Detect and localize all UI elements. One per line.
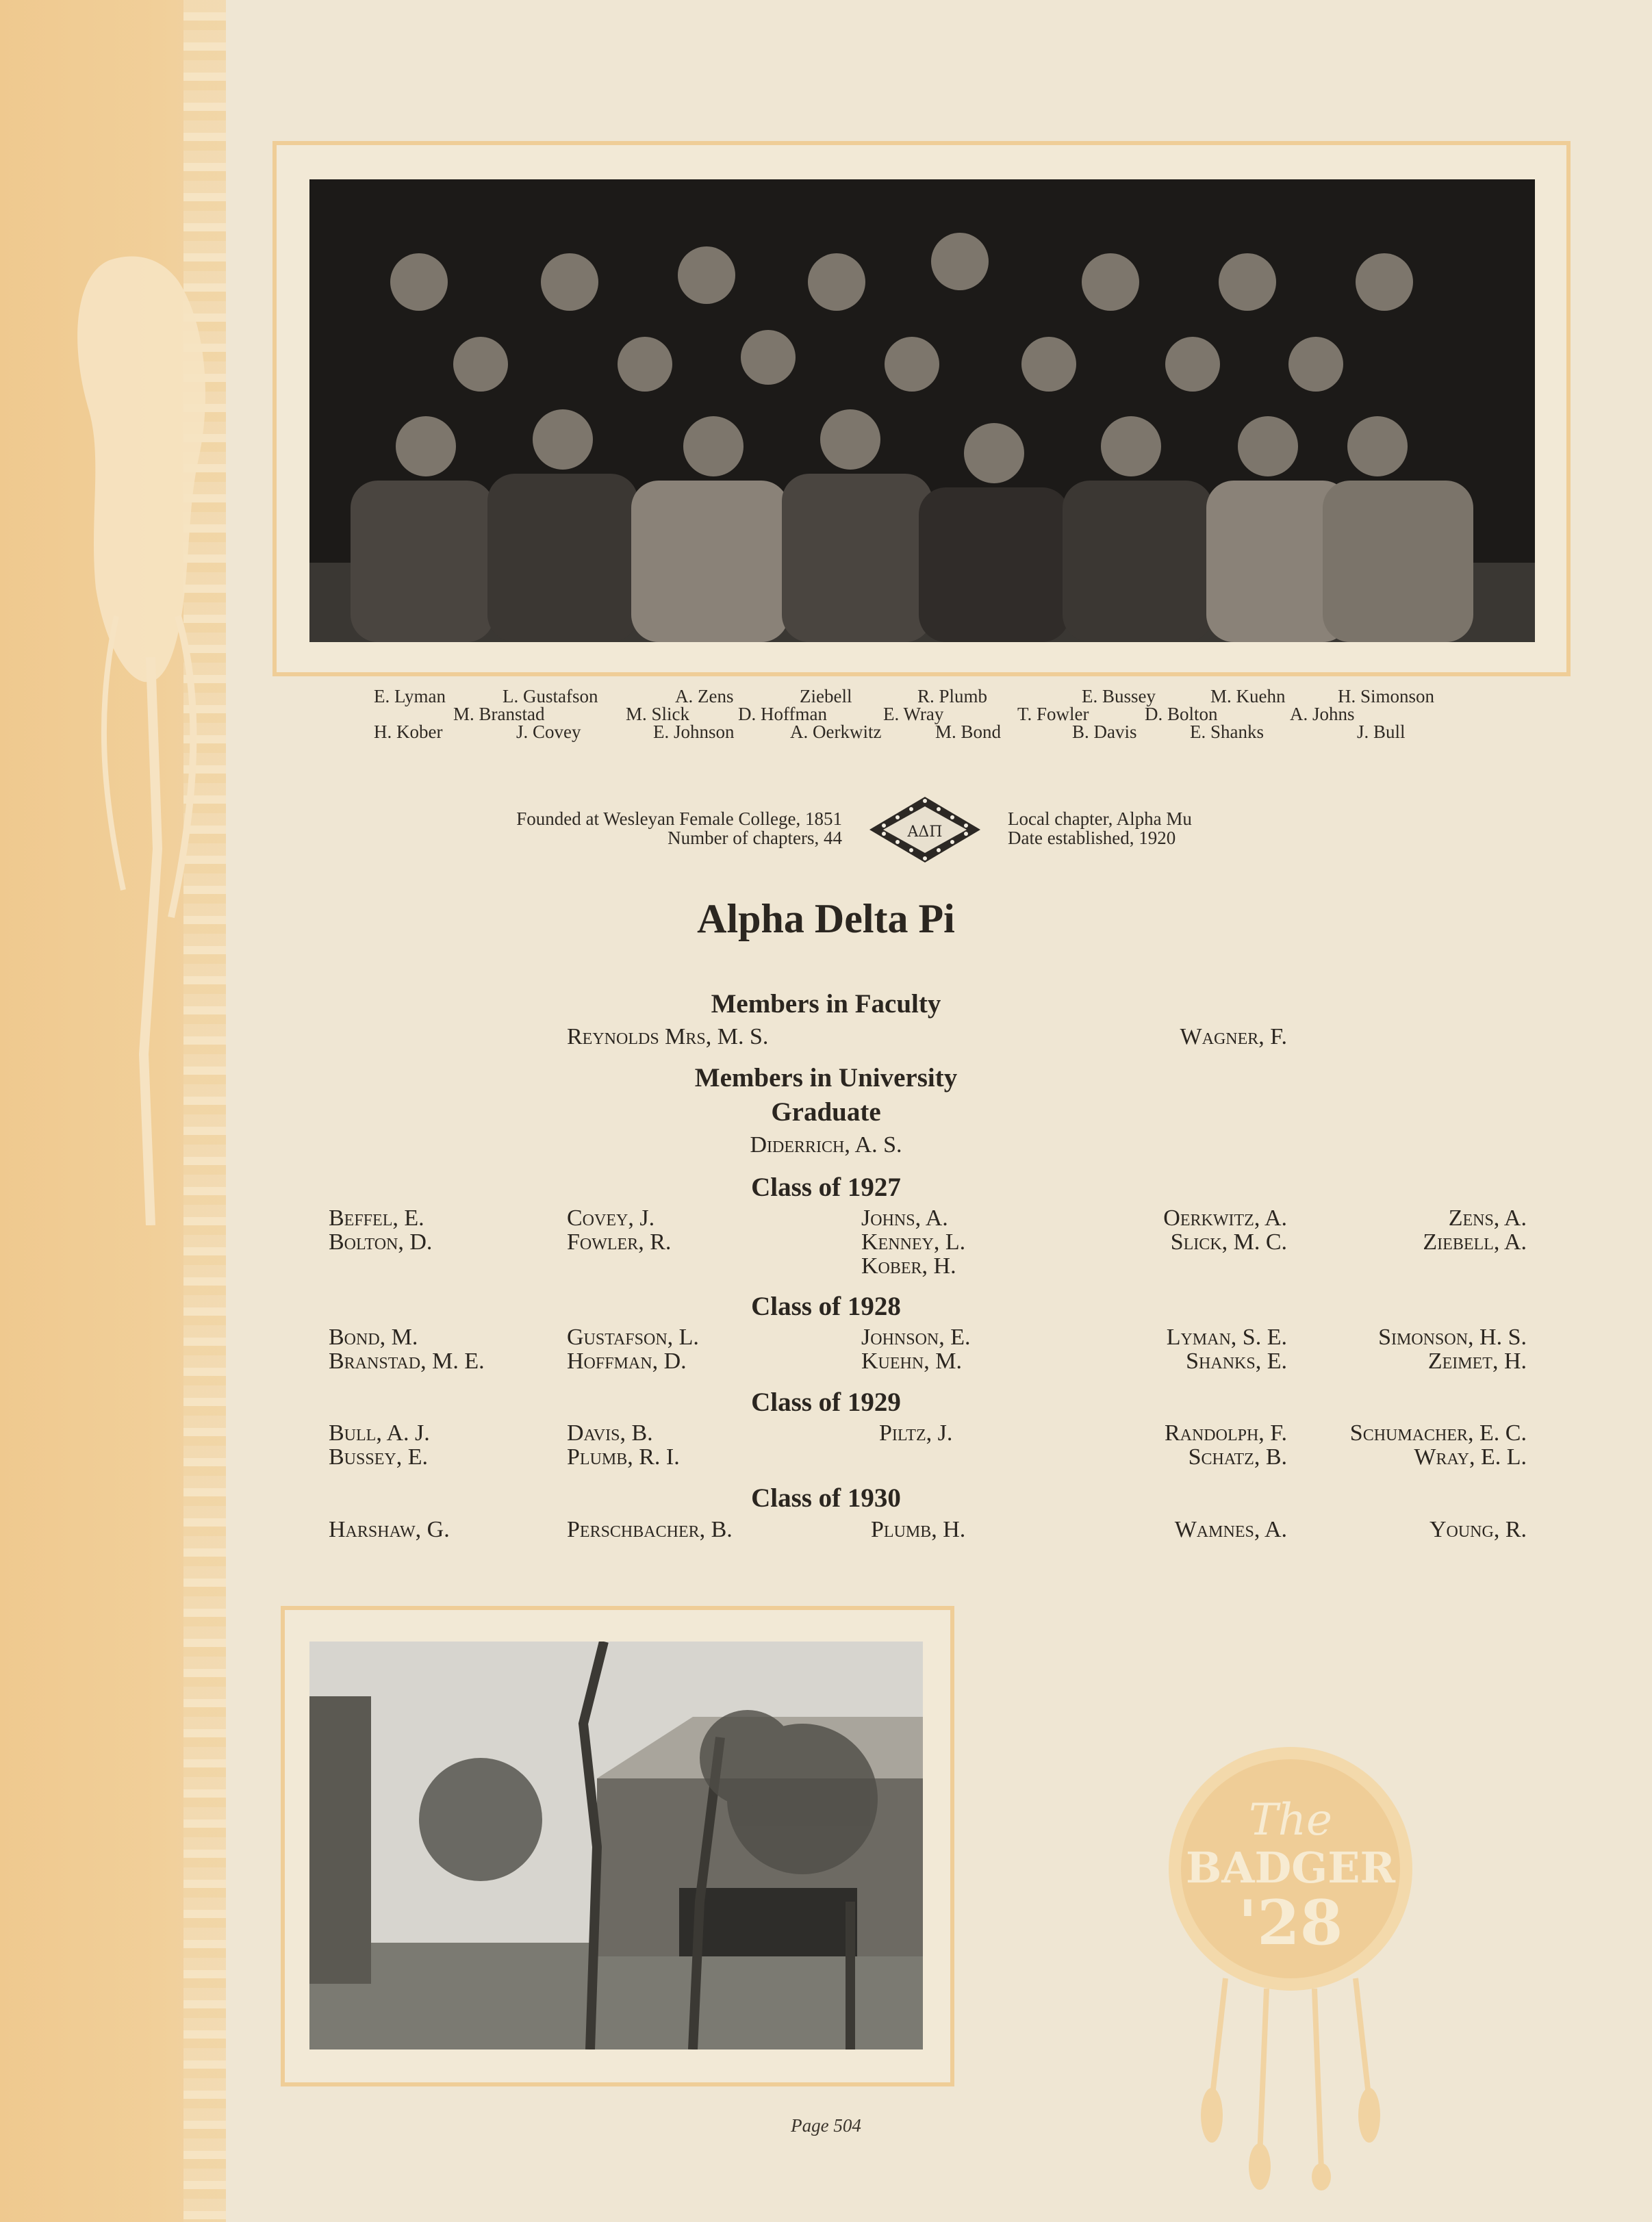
pin-letters: ΑΔΠ	[907, 823, 943, 841]
member-name: Branstad, M. E.	[329, 1349, 485, 1374]
faculty-member: Reynolds Mrs, M. S.	[567, 1024, 769, 1049]
member-name: Johnson, E.	[861, 1325, 971, 1350]
page-title: Alpha Delta Pi	[697, 896, 955, 941]
caption-name: M. Slick	[626, 704, 690, 724]
caption-name: E. Wray	[883, 704, 944, 724]
class-1928-col-1	[329, 1325, 485, 1373]
caption-name: J. Covey	[516, 721, 581, 742]
faculty-heading: Members in Faculty	[711, 989, 941, 1019]
member-name: Bull, A. J.	[329, 1420, 430, 1446]
emblem-year-text: '28	[1238, 1887, 1343, 1959]
member-name: Covey, J.	[567, 1205, 655, 1231]
emblem-the-text: The	[1249, 1795, 1332, 1846]
member-name: Hoffman, D.	[567, 1349, 687, 1374]
graduate-heading: Graduate	[771, 1097, 881, 1127]
established-text: Date established, 1920	[1008, 828, 1176, 848]
member-name: Kuehn, M.	[861, 1349, 962, 1374]
class-1929-col-1	[329, 1421, 430, 1469]
class-1927-heading: Class of 1927	[751, 1173, 901, 1202]
member-name: Shanks, E.	[1186, 1349, 1287, 1374]
caption-name: M. Bond	[935, 721, 1002, 742]
caption-name: J. Bull	[1357, 721, 1406, 742]
chapters-text: Number of chapters, 44	[668, 828, 842, 848]
caption-name: T. Fowler	[1017, 704, 1089, 724]
member-name: Piltz, J.	[879, 1420, 953, 1446]
caption-name: Ziebell	[800, 686, 852, 706]
member-name: Wray, E. L.	[1414, 1444, 1527, 1470]
member-name: Bussey, E.	[329, 1444, 428, 1470]
class-1928-col-2	[567, 1325, 699, 1373]
class-1929-col-4	[1027, 1421, 1287, 1469]
member-name: Beffel, E.	[329, 1205, 424, 1231]
member-name: Harshaw, G.	[329, 1517, 450, 1542]
member-name: Plumb, H.	[871, 1517, 966, 1542]
member-name: Oerkwitz, A.	[1163, 1205, 1287, 1231]
member-name: Bond, M.	[329, 1325, 418, 1350]
member-name: Zens, A.	[1448, 1205, 1527, 1231]
member-name: Fowler, R.	[567, 1229, 672, 1255]
member-name: Perschbacher, B.	[567, 1517, 733, 1542]
caption-name: E. Johnson	[653, 721, 735, 742]
member-name: Young, R.	[1429, 1517, 1527, 1542]
house-photo-art	[309, 1642, 923, 2049]
graduate-member: Diderrich, A. S.	[750, 1132, 902, 1158]
member-name: Lyman, S. E.	[1166, 1325, 1287, 1350]
member-name: Davis, B.	[567, 1420, 653, 1446]
diamond-pin-icon	[867, 794, 983, 865]
group-photo	[309, 179, 1535, 642]
member-name: Schatz, B.	[1188, 1444, 1287, 1470]
class-1929-col-2	[567, 1421, 680, 1469]
caption-name: M. Branstad	[453, 704, 545, 724]
class-1928-col-5	[1253, 1325, 1527, 1373]
class-1928-col-3	[861, 1325, 971, 1373]
class-1927-col-5	[1253, 1206, 1527, 1254]
member-name: Randolph, F.	[1164, 1420, 1287, 1446]
group-photo-art	[309, 179, 1535, 642]
class-1929-col-5	[1253, 1421, 1527, 1469]
class-1927-col-3	[861, 1206, 965, 1278]
member-name: Kenney, L.	[861, 1229, 966, 1255]
caption-name: H. Kober	[374, 721, 443, 742]
member-name: Wamnes, A.	[1174, 1517, 1287, 1542]
emblem-badger-text: BADGER	[1185, 1843, 1396, 1893]
class-1927-col-1	[329, 1206, 432, 1254]
founded-text: Founded at Wesleyan Female College, 1851	[516, 808, 842, 829]
member-name: Zeimet, H.	[1427, 1349, 1527, 1374]
member-name: Slick, M. C.	[1170, 1229, 1287, 1255]
class-1927-col-4	[1027, 1206, 1287, 1254]
faculty-member: Wagner, F.	[1180, 1024, 1287, 1049]
class-1927-col-2	[567, 1206, 671, 1254]
class-1928-heading: Class of 1928	[751, 1292, 901, 1321]
caption-name: B. Davis	[1072, 721, 1137, 742]
caption-name: H. Simonson	[1338, 686, 1435, 706]
member-name: Johns, A.	[861, 1205, 948, 1231]
caption-name: E. Lyman	[374, 686, 446, 706]
member-name: Gustafson, L.	[567, 1325, 699, 1350]
caption-name: A. Johns	[1290, 704, 1355, 724]
class-1929-heading: Class of 1929	[751, 1388, 901, 1417]
member-name: Ziebell, A.	[1423, 1229, 1527, 1255]
caption-name: M. Kuehn	[1210, 686, 1286, 706]
caption-name: E. Shanks	[1190, 721, 1264, 742]
caption-name: R. Plumb	[917, 686, 988, 706]
caption-name: L. Gustafson	[503, 686, 598, 706]
university-heading: Members in University	[694, 1063, 958, 1093]
founding-info-right	[1008, 809, 1419, 847]
member-name: Simonson, H. S.	[1378, 1325, 1527, 1350]
caption-name: D. Bolton	[1145, 704, 1218, 724]
founding-info-left	[424, 809, 842, 847]
caption-name: D. Hoffman	[738, 704, 827, 724]
caption-name: E. Bussey	[1082, 686, 1156, 706]
class-1930-heading: Class of 1930	[751, 1483, 901, 1513]
member-name: Kober, H.	[861, 1253, 956, 1279]
page-number: Page 504	[791, 2115, 861, 2136]
class-1929-col-3	[879, 1421, 952, 1445]
member-name: Bolton, D.	[329, 1229, 433, 1255]
caption-name: A. Zens	[675, 686, 734, 706]
caption-name: A. Oerkwitz	[790, 721, 882, 742]
local-chapter-text: Local chapter, Alpha Mu	[1008, 808, 1192, 829]
house-photo	[309, 1642, 923, 2049]
member-name: Schumacher, E. C.	[1349, 1420, 1527, 1446]
member-name: Plumb, R. I.	[567, 1444, 680, 1470]
class-1928-col-4	[1027, 1325, 1287, 1373]
